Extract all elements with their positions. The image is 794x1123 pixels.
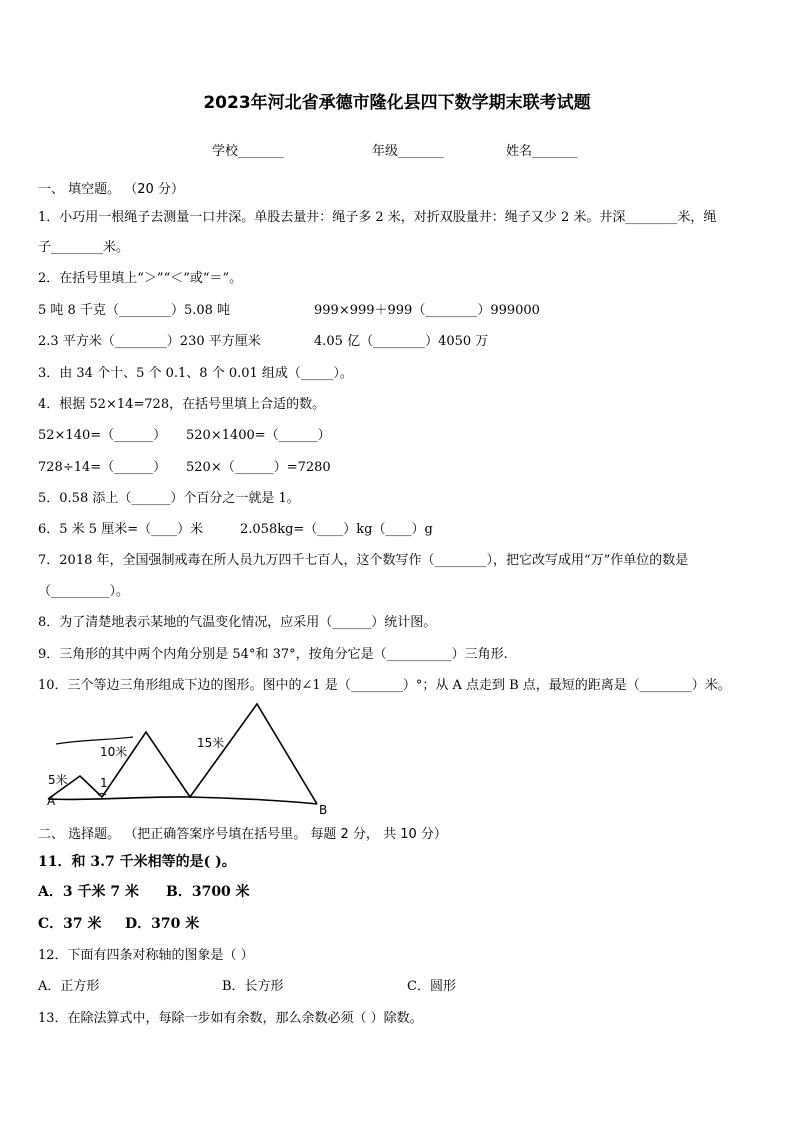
question-8: 8．为了清楚地表示某地的气温变化情况，应采用（______）统计图。 — [38, 615, 437, 630]
question-12-option-a: A．正方形 — [38, 979, 100, 994]
page-title: 2023年河北省承德市隆化县四下数学期末联考试题 — [203, 93, 591, 113]
question-12: 12．下面有四条对称轴的图象是（ ） — [38, 948, 254, 963]
question-11-option-a: A．3 千米 7 米 — [38, 884, 139, 900]
question-11-option-d: D．370 米 — [125, 916, 200, 932]
question-6-item-b: 2.058kg=（____）kg（____）g — [240, 522, 433, 537]
question-5: 5．0.58 添上（______）个百分之一就是 1。 — [38, 491, 300, 506]
question-11-option-c: C．37 米 — [38, 916, 102, 932]
question-2-item-b: 999×999＋999（________）999000 — [314, 303, 540, 318]
question-10: 10．三个等边三角形组成下边的图形。图中的∠1 是（________）°；从 A 点走到 B 点，最短的距离是（________）米。 — [38, 678, 731, 693]
question-4: 4．根据 52×14=728，在括号里填上合适的数。 — [38, 397, 326, 412]
question-12-option-c: C．圆形 — [407, 979, 456, 994]
label-5m: 5米 — [48, 773, 68, 787]
question-2: 2．在括号里填上“＞”“＜”或“＝”。 — [38, 271, 243, 286]
question-6-item-a: 6．5 米 5 厘米=（____）米 — [38, 522, 204, 537]
question-7-line1: 7．2018 年，全国强制戒毒在所人员九万四千七百人，这个数写作（________），把它改写成用“万”作单位的数是 — [38, 553, 689, 568]
question-1-line2: 子________米。 — [38, 240, 130, 255]
grade-field: 年级_______ — [372, 144, 444, 159]
question-4-item-c: 728÷14=（______） — [38, 460, 167, 475]
question-12-option-b: B．长方形 — [222, 979, 284, 994]
side-line-left — [56, 737, 133, 744]
question-3: 3．由 34 个十、5 个 0.1、8 个 0.01 组成（_____）。 — [38, 366, 353, 381]
triangle-figure — [38, 700, 338, 818]
school-field: 学校_______ — [212, 144, 284, 159]
baseline — [48, 797, 317, 804]
label-angle-1: 1 — [100, 776, 108, 790]
question-2-item-c: 2.3 平方米（________）230 平方厘米 — [38, 334, 261, 349]
question-1-line1: 1．小巧用一根绳子去测量一口井深。单股去量井：绳子多 2 米，对折双股量井：绳子又少 2 米。井深________米，绳 — [38, 210, 717, 225]
question-7-line2: （_________）。 — [38, 584, 130, 599]
name-field: 姓名_______ — [506, 144, 578, 159]
question-4-item-d: 520×（______）=7280 — [186, 460, 331, 475]
question-2-item-d: 4.05 亿（________）4050 万 — [314, 334, 489, 349]
question-11: 11．和 3.7 千米相等的是( )。 — [38, 854, 236, 870]
question-4-item-b: 520×1400=（______） — [186, 428, 331, 443]
section2-heading: 二、 选择题。 （把正确答案序号填在括号里。 每题 2 分， 共 10 分） — [38, 827, 447, 842]
question-9: 9．三角形的其中两个内角分别是 54°和 37°，按角分它是（__________）三角形. — [38, 647, 508, 662]
label-10m: 10米 — [100, 745, 128, 759]
section1-heading: 一、 填空题。 （20 分） — [38, 182, 184, 197]
question-13: 13．在除法算式中，每除一步如有余数，那么余数必须（ ）除数。 — [38, 1011, 423, 1026]
question-11-option-b: B．3700 米 — [166, 884, 250, 900]
question-4-item-a: 52×140=（______） — [38, 428, 167, 443]
question-2-item-a: 5 吨 8 千克（________）5.08 吨 — [38, 303, 231, 318]
label-15m: 15米 — [197, 736, 225, 750]
triangle-outline — [48, 704, 317, 804]
label-b: B — [319, 803, 328, 817]
angle-mark — [98, 794, 106, 796]
label-a: A — [47, 794, 56, 808]
